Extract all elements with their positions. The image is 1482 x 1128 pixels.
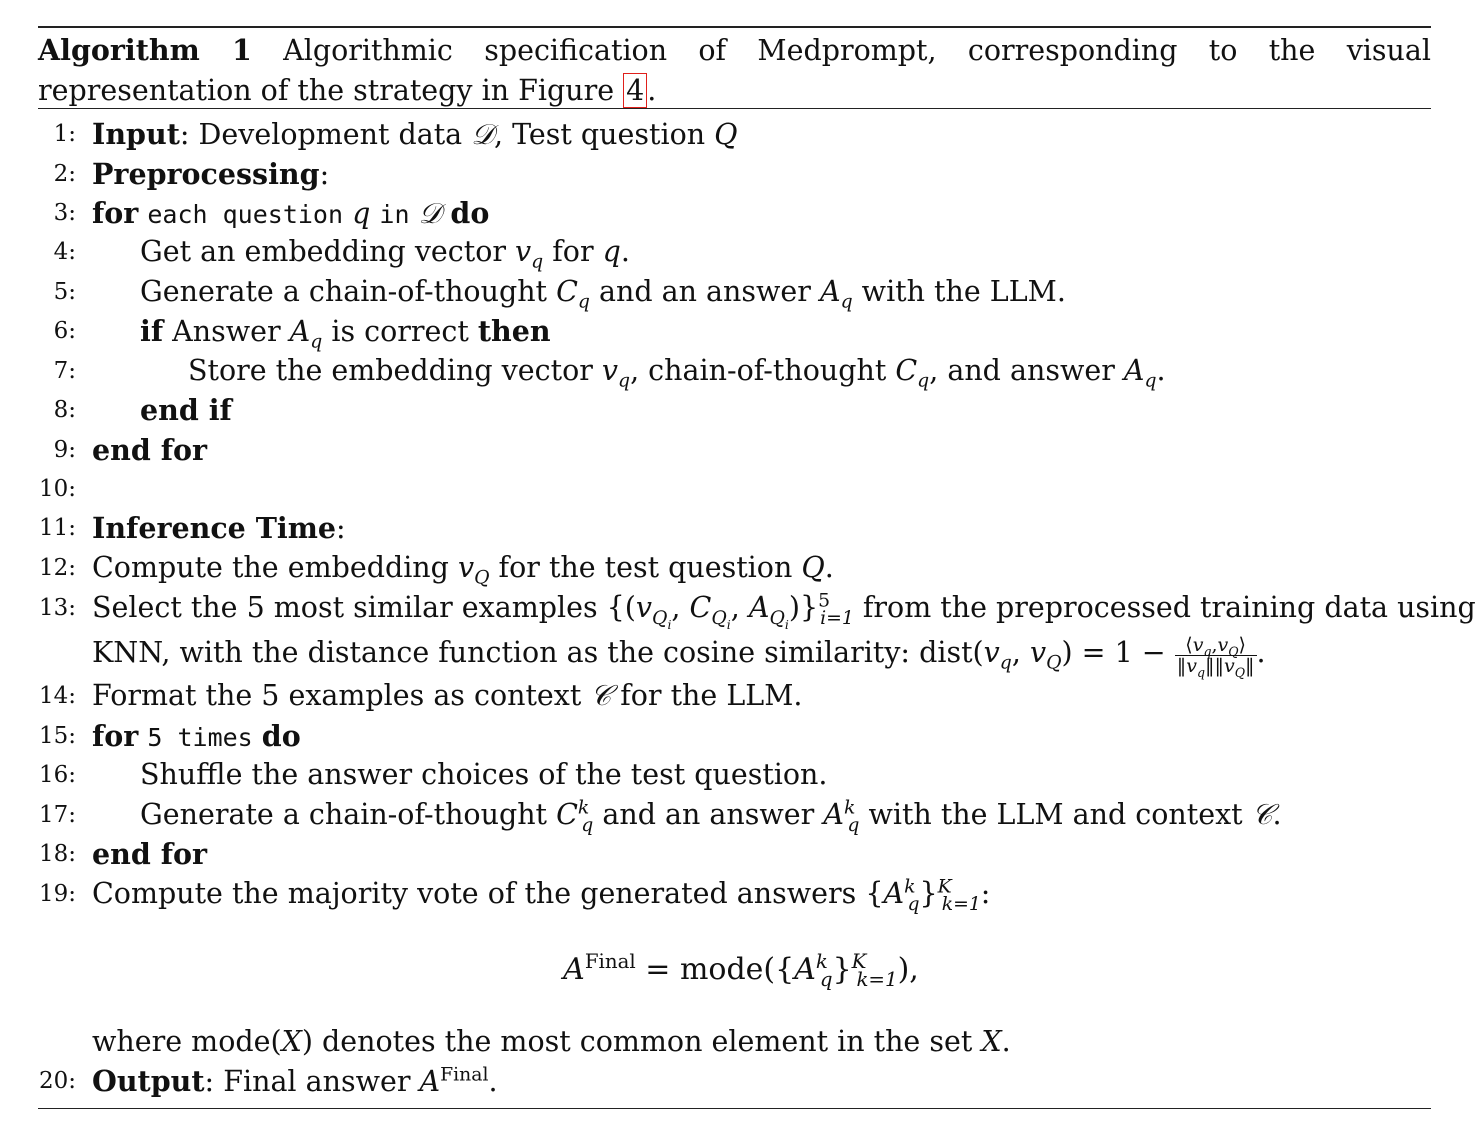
keyword: for xyxy=(92,719,139,753)
line-number: 19: xyxy=(38,881,76,907)
line-text: = 1 − xyxy=(1072,636,1175,669)
line-number: 6: xyxy=(53,318,76,344)
line-text: , Test question xyxy=(494,118,715,151)
math-symbol: v xyxy=(1192,634,1204,656)
math-symbol: v xyxy=(983,636,1000,669)
top-rule xyxy=(38,26,1431,28)
keyword: for xyxy=(92,196,139,230)
keyword: end for xyxy=(92,837,207,871)
math-superscript: Final xyxy=(584,950,636,973)
line-text: where mode( xyxy=(92,1025,282,1058)
math-subscript: q xyxy=(907,893,920,915)
caption-period: . xyxy=(647,74,657,107)
line-text: . xyxy=(620,235,630,268)
math-symbol: A xyxy=(823,798,844,831)
line-text: Compute the majority vote of the generated answers xyxy=(92,877,866,910)
math-subscript: q xyxy=(577,291,590,313)
math-symbol: v xyxy=(1224,655,1235,677)
line-text: : Development data xyxy=(179,118,472,151)
math-subscript: i xyxy=(784,616,789,632)
line-text: and an answer xyxy=(589,275,820,308)
math-symbol: v xyxy=(1029,636,1047,669)
line-number: 4: xyxy=(53,239,76,265)
math-subscript: Q xyxy=(1234,664,1246,680)
math-superscript: K xyxy=(937,876,952,898)
line-number: 14: xyxy=(38,683,76,709)
line-number: 17: xyxy=(38,802,76,828)
line-number: 20: xyxy=(38,1068,76,1094)
caption-text: Algorithmic specification of Medprompt, corresponding to the visual representation of the strategy in Figure xyxy=(38,34,1432,107)
keyword: then xyxy=(477,314,551,348)
math-symbol: Q xyxy=(801,551,825,584)
algorithm-label: Algorithm 1 xyxy=(38,33,252,67)
line-number: 8: xyxy=(53,397,76,423)
math-symbol: Q xyxy=(714,118,738,151)
math-superscript: k xyxy=(577,797,590,819)
line-text: Answer xyxy=(163,315,290,348)
math-symbol: A xyxy=(819,275,841,308)
math-symbol: v xyxy=(457,551,475,584)
line-text: : Final answer xyxy=(204,1065,420,1098)
math-subscript: q xyxy=(1196,664,1206,680)
algorithm-caption xyxy=(38,30,1431,111)
line-text: for the LLM. xyxy=(611,679,803,712)
line-number: 1: xyxy=(53,121,76,147)
line-number: 7: xyxy=(53,358,76,384)
line-text: KNN, with the distance function as the cosine similarity: dist xyxy=(92,636,973,669)
math-superscript: k xyxy=(843,797,856,819)
code-text: 5 times xyxy=(147,723,253,752)
math-symbol: A xyxy=(563,952,585,987)
line-number: 3: xyxy=(53,200,76,226)
math-symbol: A xyxy=(289,315,311,348)
equation-text: = mode( xyxy=(645,952,776,987)
math-subscript: q xyxy=(531,251,544,273)
math-subscript: k=1 xyxy=(856,968,898,991)
keyword: end for xyxy=(92,433,207,467)
line-number: 9: xyxy=(53,437,76,463)
math-subscript: q xyxy=(917,370,930,392)
math-subscript: Q xyxy=(769,607,785,629)
line-text: ) denotes the most common element in the set xyxy=(301,1025,982,1058)
keyword: Output xyxy=(92,1064,205,1098)
line-text: with the LLM. xyxy=(852,275,1066,308)
line-text: Generate a chain-of-thought xyxy=(140,275,557,308)
math-subscript: q xyxy=(819,968,833,991)
line-number: 11: xyxy=(38,515,76,541)
math-symbol: C xyxy=(895,354,918,387)
line-text: Get an embedding vector xyxy=(140,235,516,268)
math-subscript: q xyxy=(581,814,594,836)
line-text: . xyxy=(1156,354,1166,387)
code-text: each question xyxy=(147,200,344,229)
bottom-rule xyxy=(38,1108,1431,1109)
line-text: Shuffle the answer choices of the test question. xyxy=(140,758,828,791)
math-symbol: X xyxy=(281,1025,302,1058)
math-symbol: v xyxy=(601,354,619,387)
math-symbol: A xyxy=(794,952,816,987)
keyword: end if xyxy=(140,393,232,427)
line-number: 16: xyxy=(38,762,76,788)
math-subscript: Q xyxy=(711,607,727,629)
math-superscript: 5 xyxy=(818,590,831,612)
math-subscript: q xyxy=(310,331,323,353)
math-symbol: C xyxy=(689,591,712,624)
line-text: Generate a chain-of-thought xyxy=(140,798,557,831)
line-text: from the preprocessed training data using xyxy=(853,591,1476,624)
line-text: : xyxy=(336,512,346,545)
keyword: Inference Time xyxy=(92,511,337,545)
line-text: Store the embedding vector xyxy=(188,354,602,387)
math-subscript: q xyxy=(1203,643,1212,659)
line-text: . xyxy=(1001,1025,1011,1058)
math-symbol: C xyxy=(556,798,578,831)
math-symbol: 𝒞 xyxy=(1251,798,1273,831)
math-symbol: v xyxy=(1217,634,1229,656)
line-text: , chain-of-thought xyxy=(630,354,896,387)
line-text: with the LLM and context xyxy=(859,798,1252,831)
keyword: Preprocessing xyxy=(92,157,320,191)
math-subscript: k=1 xyxy=(941,893,981,915)
math-symbol: C xyxy=(556,275,578,308)
line-text: : xyxy=(319,158,330,191)
line-text: . xyxy=(488,1065,498,1098)
math-subscript: q xyxy=(999,652,1012,674)
cosine-fraction: $\frac{⟨v_q,v_Q⟩}{‖v_q‖‖v_Q‖}$ xyxy=(1176,634,1255,680)
math-symbol: q xyxy=(602,235,621,268)
line-text: . xyxy=(824,551,834,584)
math-symbol: v xyxy=(635,591,653,624)
math-symbol: q xyxy=(352,197,371,230)
line-text: , and answer xyxy=(929,354,1124,387)
line-number: 18: xyxy=(38,841,76,867)
math-subscript: Q xyxy=(652,607,668,629)
math-subscript: i xyxy=(726,616,731,632)
line-text: : xyxy=(980,877,991,910)
math-superscript: k xyxy=(904,876,916,898)
line-number: 15: xyxy=(38,723,76,749)
line-text: Format the 5 examples as context xyxy=(92,679,591,712)
math-subscript: q xyxy=(847,814,860,836)
math-subscript: q xyxy=(1144,370,1157,392)
line-text: Select the 5 most similar examples xyxy=(92,591,607,624)
math-subscript: i=1 xyxy=(820,607,854,629)
line-text: for the test question xyxy=(489,551,802,584)
line-text: . xyxy=(1272,798,1282,831)
math-symbol: 𝒟 xyxy=(418,197,442,230)
caption-rule xyxy=(38,108,1431,109)
line-number: 13: xyxy=(38,595,76,621)
figure-reference-link[interactable]: 4 xyxy=(623,73,647,108)
final-answer-equation: $A^{Final}$ = $mode(\{A^k_q\}^K_{k=1})$, xyxy=(563,950,919,991)
math-superscript: K xyxy=(851,950,867,973)
math-symbol: 𝒟 xyxy=(471,118,494,151)
keyword: do xyxy=(261,719,301,753)
math-symbol: v xyxy=(1186,655,1197,677)
line-text: is correct xyxy=(322,315,478,348)
math-subscript: q xyxy=(840,291,853,313)
math-subscript: Q xyxy=(1228,643,1239,659)
math-subscript: i xyxy=(667,616,672,632)
math-subscript: q xyxy=(618,370,631,392)
code-text: in xyxy=(379,200,410,229)
keyword: do xyxy=(450,196,490,230)
line-text: Compute the embedding xyxy=(92,551,458,584)
line-number: 10: xyxy=(38,476,76,502)
line-number: 2: xyxy=(53,161,76,187)
keyword: if xyxy=(140,314,164,348)
math-symbol: v xyxy=(515,235,532,268)
math-symbol: A xyxy=(748,591,770,624)
math-superscript: k xyxy=(815,950,828,973)
math-symbol: 𝒞 xyxy=(590,679,612,712)
line-text: and an answer xyxy=(593,798,824,831)
math-symbol: A xyxy=(1123,354,1145,387)
math-subscript: Q xyxy=(1046,652,1062,674)
math-superscript: Final xyxy=(440,1064,489,1086)
line-number: 12: xyxy=(38,555,76,581)
equation-text: ), xyxy=(897,952,919,987)
keyword: Input xyxy=(92,117,180,151)
line-number: 5: xyxy=(53,279,76,305)
math-symbol: A xyxy=(419,1065,441,1098)
math-symbol: A xyxy=(883,877,905,910)
line-text: for xyxy=(543,235,603,268)
math-subscript: Q xyxy=(474,567,490,589)
math-symbol: X xyxy=(981,1025,1002,1058)
